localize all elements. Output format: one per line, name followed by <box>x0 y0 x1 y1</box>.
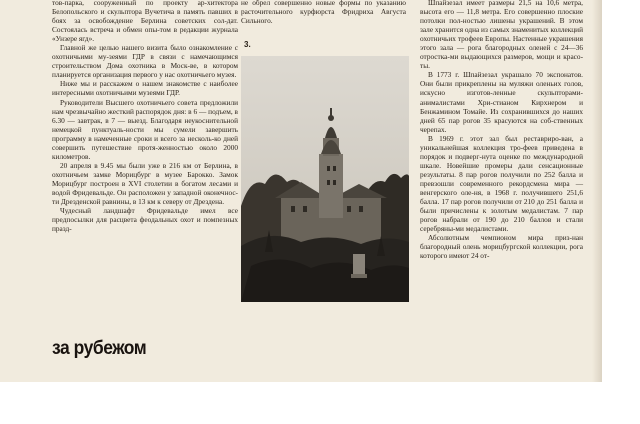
paragraph: не обрел совершенно новые формы по указанию расточительного курфюрста Фридриха Августа Сильного. <box>241 0 406 26</box>
paragraph: Ниже мы и расскажем о нашем знакомстве с наиболее интересными охотничьими музеями ГДР. <box>52 79 238 98</box>
paragraph: В 1969 г. этот зал был реставриро-ван, а уникальнейшая коллекция тро-феев приведена в порядок и подверг-нута оценке по международной шкале. Новейшие промеры дали сенсационные результаты. 8 пар рогов получили по 252 балла и превзошли современного рекордсмена мира — венгерского оле-ня, в 1968 г. получившего 251,6 балла. 17 пар рогов получили от 210 до 251 балла и были причислены к золотым медалистам. 7 пар рогов набрали от 190 до 210 баллов и стали серебряны-ми медалистами. <box>420 133 583 234</box>
paragraph: Чудесный ландшафт Фридевальде имел все предпосылки для расцвета феодальных охот и помпезных празд- <box>52 206 238 234</box>
left-text-column <box>52 0 238 233</box>
paragraph: Абсолютным чемпионом мира приз-нан благородный олень морицбургской коллекции, рога которого имеют 24 от- <box>420 233 583 261</box>
castle-photo-image <box>241 56 409 302</box>
right-text-column <box>420 0 583 260</box>
castle-photograph <box>241 56 409 302</box>
paragraph: Руководители Высшего охотничьего совета предложили нам чрезвычайно жесткий распорядок дня: в 6 — подъем, в 6.30 — завтрак, в 7 — выезд. Благодаря неукоснительной немецкой пунктуаль-ности мы сумели завершить программу в намеченные сроки и всего за несколь-ко дней совершить путешествие протя-женностью около 2000 километров. <box>52 97 238 161</box>
paragraph: 20 апреля в 9.45 мы были уже в 216 км от Берлина, в охотничьем замке Морицбург в музее Барокко. Замок Морицбург построен в XVI столетии в богатом лесами и водой Фридевальде. Он расположен у западной оконечнос-ти Дрезденской равнины, в 13 км к северу от Дрездена. <box>52 160 238 207</box>
paragraph: тов-парка, сооруженный по проекту ар-хитектора Белопольского и скульптора Вучетича в память павших в боях за освобождение Берлина советских сол-дат. Состоялась встреча и обмен опы-том в редакции журнала «Унзере ягд». <box>52 0 238 44</box>
paragraph: В 1773 г. Шпайзезал украшало 70 экспонатов. Они были прикреплены на муляжи оленьих голов, искусно изготов-ленные скульпторами-анималистами Хри-стианом Кирхнером и Бенжамином Томайе. Из сохранившихся до наших дней 65 пар рогов 35 красуются на соб-ственных черепах. <box>420 70 583 134</box>
section-heading: за рубежом <box>52 338 147 359</box>
middle-text-column <box>241 0 406 25</box>
paragraph: Главной же целью нашего визита было ознакомление с охотничьими му-зеями ГДР в связи с намечающимся строительством Дома охотника в Моск-ве, в котором планируется организация первого у нас охотничьего музея. <box>52 43 238 80</box>
figure-number: 3. <box>244 40 251 49</box>
paragraph: Шпайзезал имеет размеры 21,5 на 10,6 метра, высота его — 11,8 метра. Его совершенно плоские потолки пол-ностью лишены украшений. В этом зале хранится одна из самых знаменитых коллекций охотничьих трофеев Европы. Настенные украшения этого зала — рога благородных оленей с 24—36 отростка-ми выдающихся размеров, мощи и красо-ты. <box>420 0 583 71</box>
